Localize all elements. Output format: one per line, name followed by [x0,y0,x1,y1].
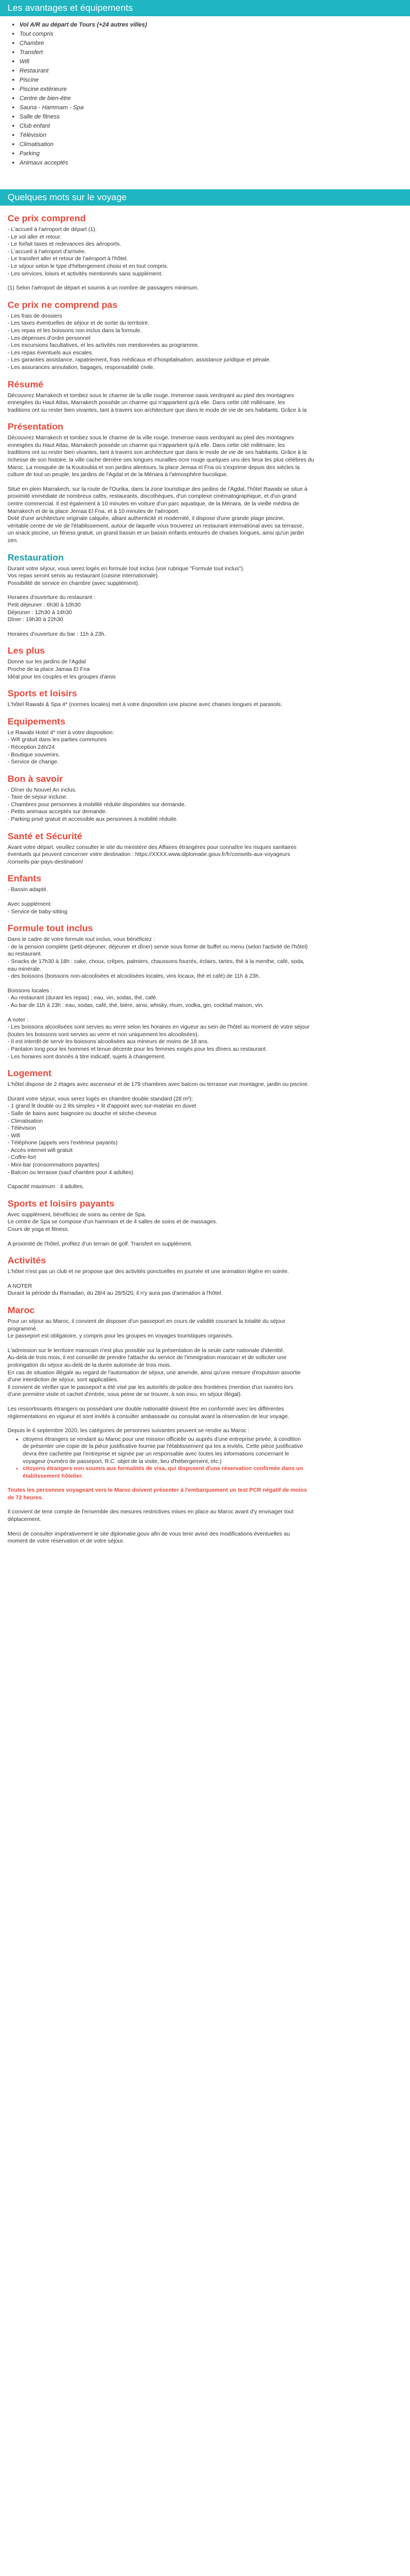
bullet-item: • citoyens étrangers non soumis aux formalités de visa, qui disposent d'une réservation confirmée dans un [23,1465,402,1473]
section-text-line: (1) Selon l'aéroport de départ et soumis à un nombre de passagers minimum. [8,285,199,292]
section-text-line: Capacité maximum : 4 adultes. [8,1184,84,1190]
section-heading-presentation: Présentation [8,421,63,432]
advantage-item: ▪ Vol A/R au départ de Tours (+24 autres villes) [19,21,402,30]
section-text-line: véritable centre de vie de l'établissement, autour de laquelle vous trouverez un restaurant international avec sa terrasse, [8,523,304,529]
section-text-line: - Les taxes éventuelles de séjour et de sortie du territoire. [8,320,150,327]
section-text-line: - Pantalon long pour les hommes et tenue décente pour les femmes exigés pour les dîners au restaurant. [8,1046,267,1052]
section-text-line: Avec supplément: [8,901,52,908]
section-text-line: Déjeuner : 12h30 à 14h30 [8,609,72,616]
section-text-line: Merci de consulter impérativement le site diplomatie.gouv afin de vous tenir avisé des modifications éventuelles au [8,1531,290,1537]
section-text-line: enneigées du Haut Atlas, Marrakech possède un charme qui n'appartient qu'à elle. Dans cette cité millénaire, les [8,400,285,406]
advantage-item: ▪ Centre de bien-être [19,94,402,103]
section-text-line: Au-delà de trois mois, il est conseillé de prendre l'attache du service de l'immigration marocain et de solliciter une [8,1355,287,1361]
section-heading-activites: Activités [8,1255,46,1266]
section-text-line: Donne sur les jardins de l'Agdal [8,659,86,666]
section-text-line: L'hôtel n'est pas un club et ne propose que des activités ponctuelles en journée et une animation légère en soirée. [8,1269,289,1275]
section-text-line: Avec supplément, bénéficiez de soins au centre de Spa. [8,1211,147,1218]
section-text-line: Horaires d'ouverture du bar : 11h à 23h. [8,631,106,637]
section-text-line: - L'accueil à l'aéroport d'arrivée. [8,248,86,255]
advantage-item: ▪ Animaux acceptés [19,159,402,168]
section-text-line: culture de tout un peuple, les jardins de l'Agdal et de la Ménara à l'atmosphère bucolique. [8,472,228,478]
section-heading-sante-et-securite: Santé et Sécurité [8,831,82,841]
section-text-line: - Les services, loisirs et activités mentionnés sans supplément. [8,271,163,277]
section-text-line: - Les dépenses d'ordre personnel [8,335,91,341]
section-text-line: Situé en plein Marrakech, sur la route de l'Ourika, dans la zone touristique des jardins de l'Agdal, l'hôtel Rawabi se situe à [8,486,308,492]
section-text-line: A NOTER [8,1283,32,1289]
section-heading-enfants: Enfants [8,873,42,884]
section-text-line: - Les repas éventuels aux escales. [8,350,94,356]
bullet-list [8,1436,402,1480]
advantage-item: ▪ Transfert [19,48,402,57]
section-text-line: Pour un séjour au Maroc, il convient de disposer d'un passeport en cours de validité couvrant la totalité du séjour [8,1319,286,1325]
section-text-line: - Wifi [8,1132,21,1139]
section-text-line: - Au restaurant (durant les repas) : eau, vin, sodas, thé, café. [8,995,158,1002]
section-text-line: proximité immédiate de nombreux cafés, restaurants, discothèques, d'un complexe cinématographique, et d'un grand [8,493,296,500]
section-text-line: - Réception 24h/24 [8,744,55,750]
section-text-line: Il convient de tenir compte de l'ensemble des mesures restrictives mises en place au Maroc avant d'y envisager tout [8,1509,294,1516]
section-text-line: A proximité de l'hôtel, profitez d'un terrain de golf. Transfert en supplément. [8,1241,193,1247]
section-text-line: Dans le cadre de votre formule tout inclus, vous bénéficiez : [8,937,155,943]
section-text-line: - Balcon ou terrasse (sauf chambre pour 4 adultes) [8,1169,134,1176]
section-text-line: Les ressortissants étrangers ou possédant une double nationalité doivent être en conformité avec les différentes [8,1406,284,1412]
section-heading-ce-prix-comprend: Ce prix comprend [8,213,86,223]
section-heading-ce-prix-ne-comprend-pas: Ce prix ne comprend pas [8,299,118,310]
bullet-item: • citoyens étrangers se rendant au Maroc pour une mission officielle ou auprès d'une entreprise privée, à condition [23,1436,402,1444]
section-text-line: - Au bar de 11h à 23h : eau, sodas, café, thé, bière, ainsi, whisky, rhum, vodka, gin, cocktail maison, vin. [8,1002,264,1009]
section-text-line: L'hôtel dispose de 2 étages avec ascenseur et de 179 chambres avec balcon ou terrasse vue montagne, jardin ou piscine. [8,1082,309,1088]
section-text-line: - Petits animaux acceptés sur demande. [8,809,107,815]
section-text-line: déplacement. [8,1517,41,1523]
section-text-line: - Boutique souvenirs. [8,752,60,758]
bullet-item: de présenter une copie de la pièce justificative fournie par l'établissement qui les a invités. Cette pièce justificative [23,1444,303,1450]
section-text-line: Durant la période du Ramadan, du 28/4 au 28/5/20, il n'y aura pas d'animation à l'hôtel. [8,1290,223,1297]
advantage-item: ▪ Salle de fitness [19,113,402,122]
section-text-line: Toutes les personnes voyageant vers le Maroc doivent présenter à l'embarquement un test PCR négatif de moins [8,1487,307,1494]
section-text-line: Le centre de Spa se compose d'un hammam et de 4 salles de soins et de massages. [8,1219,217,1226]
section-text-line: L'hôtel Rawabi & Spa 4* (normes locales) met à votre disposition une piscine avec chaises longues et parasols. [8,702,282,708]
section-text-line: Possibilité de service en chambre (avec supplément). [8,580,140,587]
section-text-line: Vos repas seront servis au restaurant (cuisine internationale). [8,573,159,579]
section-text-line: - 1 grand lit double ou 2 lits simples + lit d'appoint avec sur-matelas en duvet [8,1103,196,1110]
section-text-line: /conseils-par-pays-destination/ [8,859,83,865]
section-heading-sports-et-loisirs-payants: Sports et loisirs payants [8,1198,115,1209]
trip-title: Quelques mots sur le voyage [8,192,127,202]
section-heading-formule-tout-inclus: Formule tout inclus [8,923,93,934]
section-text-line: centre commercial. Il est également à 10 minutes en voiture d'un parc aquatique, de la Ménara, de la vieille médina de [8,501,299,508]
section-text-line: - Les garanties assistance, rapatriement, frais médicaux et d'hospitalisation, assistance juridique et pénale. [8,357,271,364]
section-heading-resume: Résumé [8,379,44,390]
section-text-line: - Parking privé gratuit et accessible aux personnes à mobilité réduite. [8,816,178,823]
section-text-line: Boissons locales : [8,987,52,994]
section-text-line: - Bassin adapté. [8,887,48,893]
section-text-line: traditions ont su rester bien vivantes, tant à travers son architecture que dans le mode de vie de ses habitants. Grâce à la [8,450,307,456]
section-text-line: - Il est interdit de servir les boissons alcoolisées aux mineurs de moins de 18 ans. [8,1039,209,1045]
advantage-item: ▪ Restaurant [19,67,402,76]
advantage-item: ▪ Wifi [19,57,402,67]
advantage-item: ▪ Tout compris [19,30,402,39]
section-heading-maroc: Maroc [8,1305,35,1315]
section-heading-bon-a-savoir: Bon à savoir [8,773,63,784]
advantages-list-wrapper [0,16,410,168]
section-text-line: - Climatisation [8,1118,43,1124]
section-text-line: eau minérale. [8,966,42,972]
section-text-line: prolongation du séjour au-delà de la durée autorisée de trois mois. [8,1362,171,1368]
advantages-list [10,21,402,168]
section-text-line: - Service de baby-sitting [8,908,68,915]
section-text-line: - Téléphone (appels vers l'extérieur payants) [8,1140,118,1147]
section-text-line: (toutes les boissons sont servies au verre et non uniquement les alcoolisées). [8,1031,199,1038]
advantage-item: ▪ Piscine extérieure [19,85,402,94]
section-text-line: Depuis le 6 septembre 2020, les catégories de personnes suivantes peuvent se rendre au Maroc : [8,1428,250,1434]
advantage-item: ▪ Club enfant [19,122,402,131]
advantage-item: ▪ Piscine [19,76,402,85]
section-text-line: - Le transfert aller et retour de l'aéroport à l'hôtel. [8,256,128,262]
section-text-line: - Le séjour selon le type d'hébergement choisi et en tout compris. [8,263,169,269]
section-text-line: au restaurant. [8,951,42,958]
section-text-line: - Les frais de dossiers [8,313,62,319]
section-text-line: - Chambres pour personnes à mobilité réduite disponibles sur demande. [8,801,186,808]
section-text-line: - Télévision [8,1125,36,1132]
section-text-line: - Service de change. [8,759,59,766]
section-text-line: - Mini-bar (consommations payantes) [8,1162,100,1169]
section-heading-equipements: Equipements [8,716,65,727]
trip-content [0,206,410,1545]
section-text-line: - des boissons (boissons non-alcoolisées et alcoolisées locales, vins locaux, thé et café) de 11h à 23h. [8,973,260,980]
section-heading-les-plus: Les plus [8,645,45,656]
section-text-line: Horaires d'ouverture du restaurant : [8,595,96,601]
section-text-line: éventuels qui peuvent concerner votre destination : https://XXXX.www.diplomatie.gouv.fr/fr/conseils-aux-voyageurs [8,852,290,858]
section-text-line: - Dîner du Nouvel An inclus. [8,787,77,793]
bullet-item: établissement hôtelier. [23,1473,83,1479]
section-text-line: traditions ont su rester bien vivantes, tant à travers son architecture que dans le mode de vie de ses habitants. Grâce à la [8,407,307,413]
bullet-item: voyageur (numéro de passeport, R.C. objet de la visite, lieu d'hébergement, etc.) [23,1458,222,1465]
section-text-line: Cours de yoga et fitness. [8,1227,69,1233]
section-text-line: - Les horaires sont donnés à titre indicatif, sujets à changement. [8,1053,166,1060]
section-text-line: Maroc. La mosquée de la Koutoubia et son jardins alentours, la place Jemaa el Fna où s'exprime depuis des siècles la [8,464,300,471]
section-text-line: - Le forfait taxes et redevances des aéroports. [8,241,122,248]
section-text-line: Durant votre séjour, vous serez logés en chambre double standard (28 m²): [8,1096,193,1102]
section-text-line: d'une première visite et cachet d'entrée, sous peine de se trouver, à son insu, en séjour illégal). [8,1392,242,1398]
advantage-item: ▪ Télévision [19,131,402,140]
section-text-line: moment de votre réservation et de votre séjour. [8,1538,124,1545]
section-text-line: Marrakech et de la place Jemaa El Fna, et à 10 minutes de l'aéroport. [8,508,180,515]
section-text-line: - Taxe de séjour incluse. [8,794,68,801]
section-text-line: Durant votre séjour, vous serez logés en formule tout inclus (voir rubrique "Formule tout inclus"). [8,565,244,572]
section-text-line: Avant votre départ, veuillez consulter le site du ministère des Affaires étrangères pour connaître les risques sanitaires [8,844,297,851]
section-heading-logement: Logement [8,1068,52,1079]
section-text-line: Il convient de vérifier que le passeport a été visé par les autorités de police des frontières (mention d'un numéro lors [8,1384,293,1391]
section-text-line: réglementations en vigueur et sont invités à consulter ambassade ou consulat avant la réservation de leur voyage. [8,1413,289,1420]
section-text-line: enneigées du Haut Atlas, Marrakech possède un charme qui n'appartient qu'à elle. Dans cette cité millénaire, les [8,442,285,449]
section-text-line: un snack piscine, un fitness gratuit, un grand bassin et un bassin enfants entourés de chaises longues, ainsi qu'un jardin [8,530,305,537]
section-text-line: Dîner : 19h30 à 22h30 [8,617,63,623]
section-heading-sports-et-loisirs: Sports et loisirs [8,688,77,699]
section-text-line: zen. [8,538,18,544]
section-text-line: L'admission sur le territoire marocain n'est plus possible sur la présentation de la seule carte nationale d'identité. [8,1347,285,1354]
section-text-line: En cas de situation illégale au regard de l'autorisation de séjour, une amende, ainsi qu'une mesure d'expulsion assortie [8,1369,301,1376]
section-text-line: - Les boissons alcoolisées sont servies au verre selon les horaires en vigueur au sein de l'hôtel au moment de votre séjour [8,1024,310,1031]
section-text-line: Petit déjeuner : 6h30 à 10h30 [8,602,81,608]
section-text-line: d'une interdiction de séjour, sont applicables. [8,1377,118,1383]
section-text-line: - de la pension complète (petit-déjeuner, déjeuner et dîner) servie sous forme de buffet ou menu (selon l'activité de l'hôtel) [8,944,308,950]
section-text-line: Le Rawabi Hotel 4* met à votre disposition: [8,729,114,736]
section-text-line: - Accès internet wifi gratuit [8,1147,73,1154]
section-text-line: Découvrez Marrakech et tombez sous le charme de la ville rouge. Immense oasis verdoyant au pied des montagnes [8,392,294,399]
section-text-line: - Les assurances annulation, bagages, responsabilité civile. [8,364,155,371]
advantages-banner [0,0,410,16]
section-heading-restauration: Restauration [8,552,64,563]
section-text-line: Découvrez Marrakech et tombez sous le charme de la ville rouge. Immense oasis verdoyant au pied des montagnes [8,435,294,442]
section-text-line: Proche de la place Jamaa El Fna [8,666,90,673]
section-text-line: - L'accueil à l'aéroport de départ (1). [8,227,97,233]
section-text-line: - Les excursions facultatives, et les activités non mentionnées au programme. [8,342,200,349]
section-text-line: - Wifi gratuit dans les parties communes [8,737,107,743]
section-text-line: A noter : [8,1017,29,1023]
bullet-item: devra être cachetée par l'entreprise et signée par un responsable avec toutes les informations concernant le [23,1451,289,1457]
advantages-title: Les avantages et équipements [8,3,133,13]
section-text-line: - Salle de bains avec baignoire ou douche et sèche-cheveux [8,1110,157,1117]
section-text-line: Doté d'une architecture originale calquée, alliant authenticité et modernité, il dispose d'une grande plage piscine, [8,516,285,522]
trip-banner [0,189,410,206]
section-text-line: Le passeport est obligatoire, y compris pour les groupes en voyages touristiques organisés. [8,1333,234,1340]
advantage-item: ▪ Chambre [19,39,402,48]
section-text-line: - Snacks de 17h30 à 18h : cake, choux, crêpes, palmiers, chaussons fourrés, éclairs, tartes, thé à la menthe, café, soda, [8,959,305,965]
section-text-line: Idéal pour les couples et les groupes d'amis [8,674,116,680]
section-text-line: - Le vol aller et retour. [8,234,62,240]
advantage-item: ▪ Sauna - Hammam - Spa [19,103,402,113]
section-text-line: programmé. [8,1326,38,1332]
section-text-line: - Les repas et les boissons non inclus dans la formule. [8,327,142,334]
section-text-line: de 72 heures. [8,1494,43,1501]
advantage-item: ▪ Parking [19,149,402,159]
section-text-line: - Coffre-fort [8,1155,36,1161]
advantage-item: ▪ Climatisation [19,140,402,149]
section-text-line: richesse de son histoire, la ville cache derrière ses longues murailles ocre rouge quelques uns des lieux les plus célèbres du [8,457,314,464]
